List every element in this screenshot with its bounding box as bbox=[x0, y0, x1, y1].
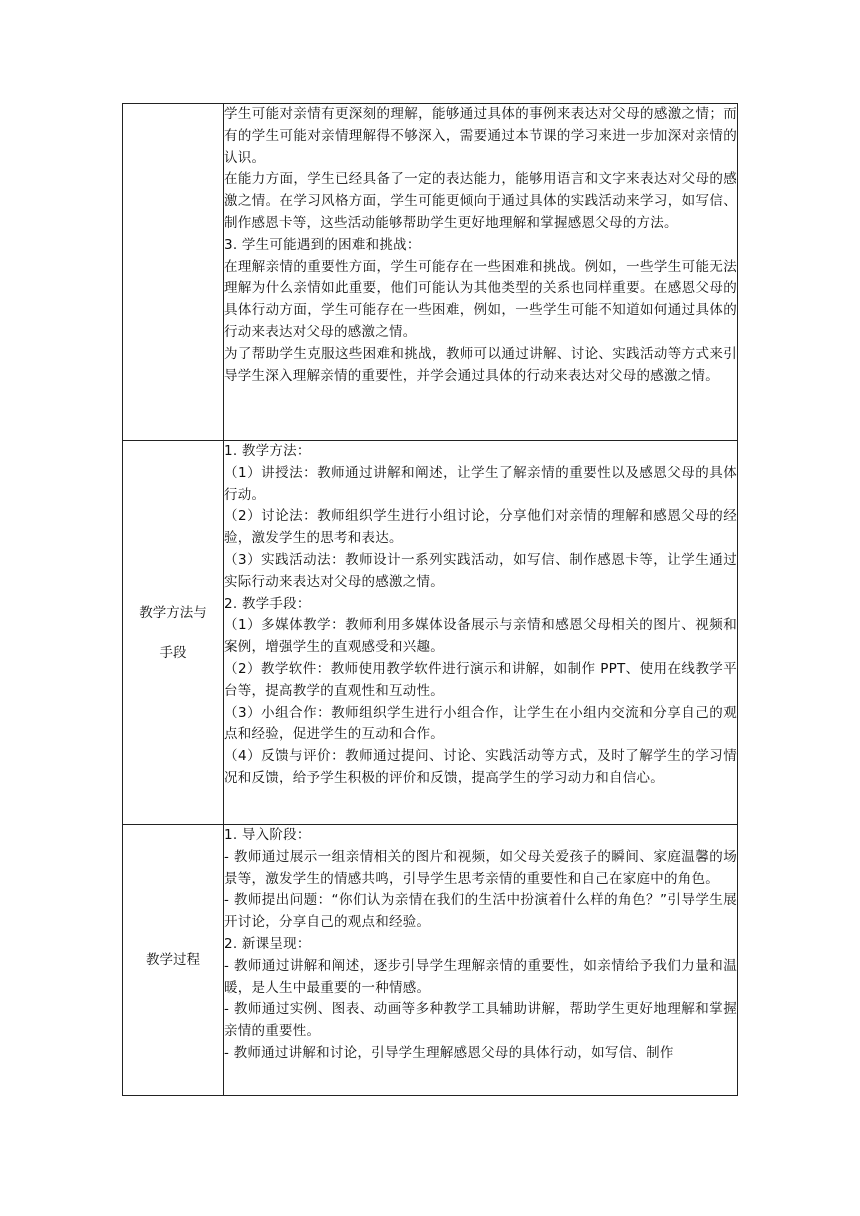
paragraph: （4）反馈与评价：教师通过提问、讨论、实践活动等方式，及时了解学生的学习情况和反馈，给予学生积极的评价和反馈，提高学生的学习动力和自信心。 bbox=[224, 748, 737, 786]
paragraph: （2）教学软件：教师使用教学软件进行演示和讲解，如制作 PPT、使用在线教学平台等，提高教学的直观性和互动性。 bbox=[224, 660, 737, 699]
paragraph: 2. 教学手段： bbox=[224, 595, 311, 612]
paragraph: - 教师提出问题：“你们认为亲情在我们的生活中扮演着什么样的角色？”引导学生展开讨论，分享自己的观点和经验。 bbox=[224, 892, 737, 931]
table-row bbox=[123, 441, 738, 825]
row-content-cell bbox=[224, 441, 738, 825]
paragraph: - 教师通过展示一组亲情相关的图片和视频，如父母关爱孩子的瞬间、家庭温馨的场景等，激发学生的情感共鸣，引导学生思考亲情的重要性和自己在家庭中的角色。 bbox=[224, 848, 737, 887]
paragraph: （3）小组合作：教师组织学生进行小组合作，让学生在小组内交流和分享自己的观点和经验，促进学生的互动和合作。 bbox=[224, 704, 737, 743]
lesson-plan-table bbox=[122, 103, 738, 1096]
paragraph: - 教师通过讲解和阐述，逐步引导学生理解亲情的重要性，如亲情给予我们力量和温暖，是人生中最重要的一种情感。 bbox=[224, 957, 737, 996]
row-label-cell bbox=[123, 441, 224, 825]
table-row bbox=[123, 825, 738, 1096]
row-label-cell bbox=[123, 104, 224, 441]
paragraph: - 教师通过讲解和讨论，引导学生理解感恩父母的具体行动，如写信、制作 bbox=[224, 1044, 674, 1061]
row-content-cell bbox=[224, 825, 738, 1096]
row-label-cell bbox=[123, 825, 224, 1096]
paragraph: 1. 导入阶段： bbox=[224, 827, 311, 843]
paragraph: - 教师通过实例、图表、动画等多种教学工具辅助讲解，帮助学生更好地理解和掌握亲情的重要性。 bbox=[224, 1001, 737, 1040]
paragraph: 学生可能对亲情有更深刻的理解，能够通过具体的事例来表达对父母的感激之情；而有的学生可能对亲情理解得不够深入，需要通过本节课的学习来进一步加深对亲情的认识。 bbox=[224, 106, 737, 166]
row-content-cell bbox=[224, 104, 738, 441]
paragraph: （1）讲授法：教师通过讲解和阐述，让学生了解亲情的重要性以及感恩父母的具体行动。 bbox=[224, 464, 737, 503]
table-row bbox=[123, 104, 738, 441]
paragraph: 为了帮助学生克服这些困难和挑战，教师可以通过讲解、讨论、实践活动等方式来引导学生深入理解亲情的重要性，并学会通过具体的行动来表达对父母的感激之情。 bbox=[224, 345, 737, 384]
paragraph: （1）多媒体教学：教师利用多媒体设备展示与亲情和感恩父母相关的图片、视频和案例，增强学生的直观感受和兴趣。 bbox=[224, 617, 737, 656]
paragraph: （3）实践活动法：教师设计一系列实践活动，如写信、制作感恩卡等，让学生通过实际行动来表达对父母的感激之情。 bbox=[224, 551, 737, 590]
paragraph: 1. 教学方法： bbox=[224, 443, 311, 459]
row-label-line: 教学方法与 bbox=[139, 604, 207, 621]
paragraph: 2. 新课呈现： bbox=[224, 935, 311, 952]
paragraph: 在理解亲情的重要性方面，学生可能存在一些困难和挑战。例如，一些学生可能无法理解为什么亲情如此重要，他们可能认为其他类型的关系也同样重要。在感恩父母的具体行动方面，学生可能存在一些困难，例如，一些学生可能不知道如何通过具体的行动来表达对父母的感激之情。 bbox=[224, 258, 737, 340]
paragraph: （2）讨论法：教师组织学生进行小组讨论，分享他们对亲情的理解和感恩父母的经验，激发学生的思考和表达。 bbox=[224, 508, 737, 547]
paragraph: 3. 学生可能遇到的困难和挑战： bbox=[224, 236, 421, 253]
paragraph: 在能力方面，学生已经具备了一定的表达能力，能够用语言和文字来表达对父母的感激之情。在学习风格方面，学生可能更倾向于通过具体的实践活动来学习，如写信、制作感恩卡等，这些活动能够帮助学生更好地理解和掌握感恩父母的方法。 bbox=[224, 171, 737, 231]
row-label-line: 手段 bbox=[159, 644, 187, 661]
row-label-line: 教学过程 bbox=[146, 952, 200, 968]
